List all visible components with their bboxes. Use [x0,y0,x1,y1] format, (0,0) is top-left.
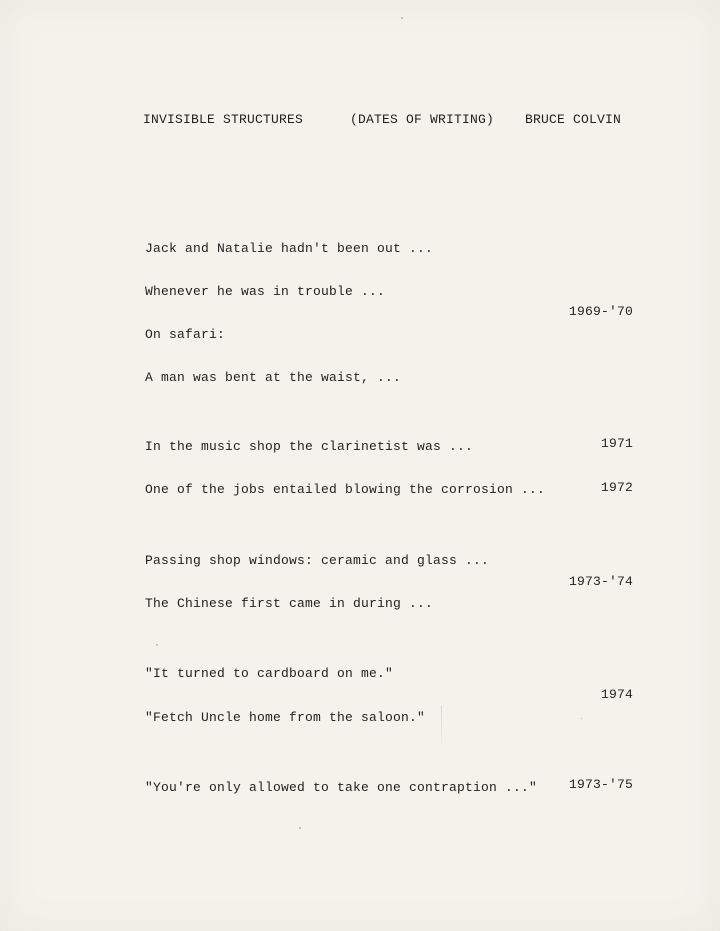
date-1973-74: 1973-'74 [569,574,634,589]
entry-music-shop-clarinetist: In the music shop the clarinetist was ... [145,439,474,454]
entry-fetch-uncle: "Fetch Uncle home from the saloon." [145,710,426,725]
date-1974: 1974 [601,687,634,702]
document-title: INVISIBLE STRUCTURES [143,112,304,127]
date-1972: 1972 [601,480,634,495]
entry-turned-to-cardboard: "It turned to cardboard on me." [145,666,394,681]
paper-speck [156,644,158,646]
entry-jobs-corrosion: One of the jobs entailed blowing the corrosion ... [145,482,546,497]
paper-speck [401,17,403,19]
document-author: BRUCE COLVIN [525,112,622,127]
paper-speck [299,827,301,829]
paper-crease [441,706,442,750]
document-subtitle: (DATES OF WRITING) [350,112,495,127]
entry-on-safari: On safari: [145,327,226,342]
entry-jack-and-natalie: Jack and Natalie hadn't been out ... [145,241,434,256]
date-1971: 1971 [601,436,634,451]
entry-chinese-first-came: The Chinese first came in during ... [145,596,434,611]
entry-man-bent-at-waist: A man was bent at the waist, ... [145,370,402,385]
entry-passing-shop-windows: Passing shop windows: ceramic and glass ... [145,553,490,568]
entry-one-contraption: "You're only allowed to take one contraption ..." [145,780,538,795]
paper-speck [581,718,582,719]
entry-whenever-in-trouble: Whenever he was in trouble ... [145,284,386,299]
date-1969-70: 1969-'70 [569,304,634,319]
date-1973-75: 1973-'75 [569,777,634,792]
